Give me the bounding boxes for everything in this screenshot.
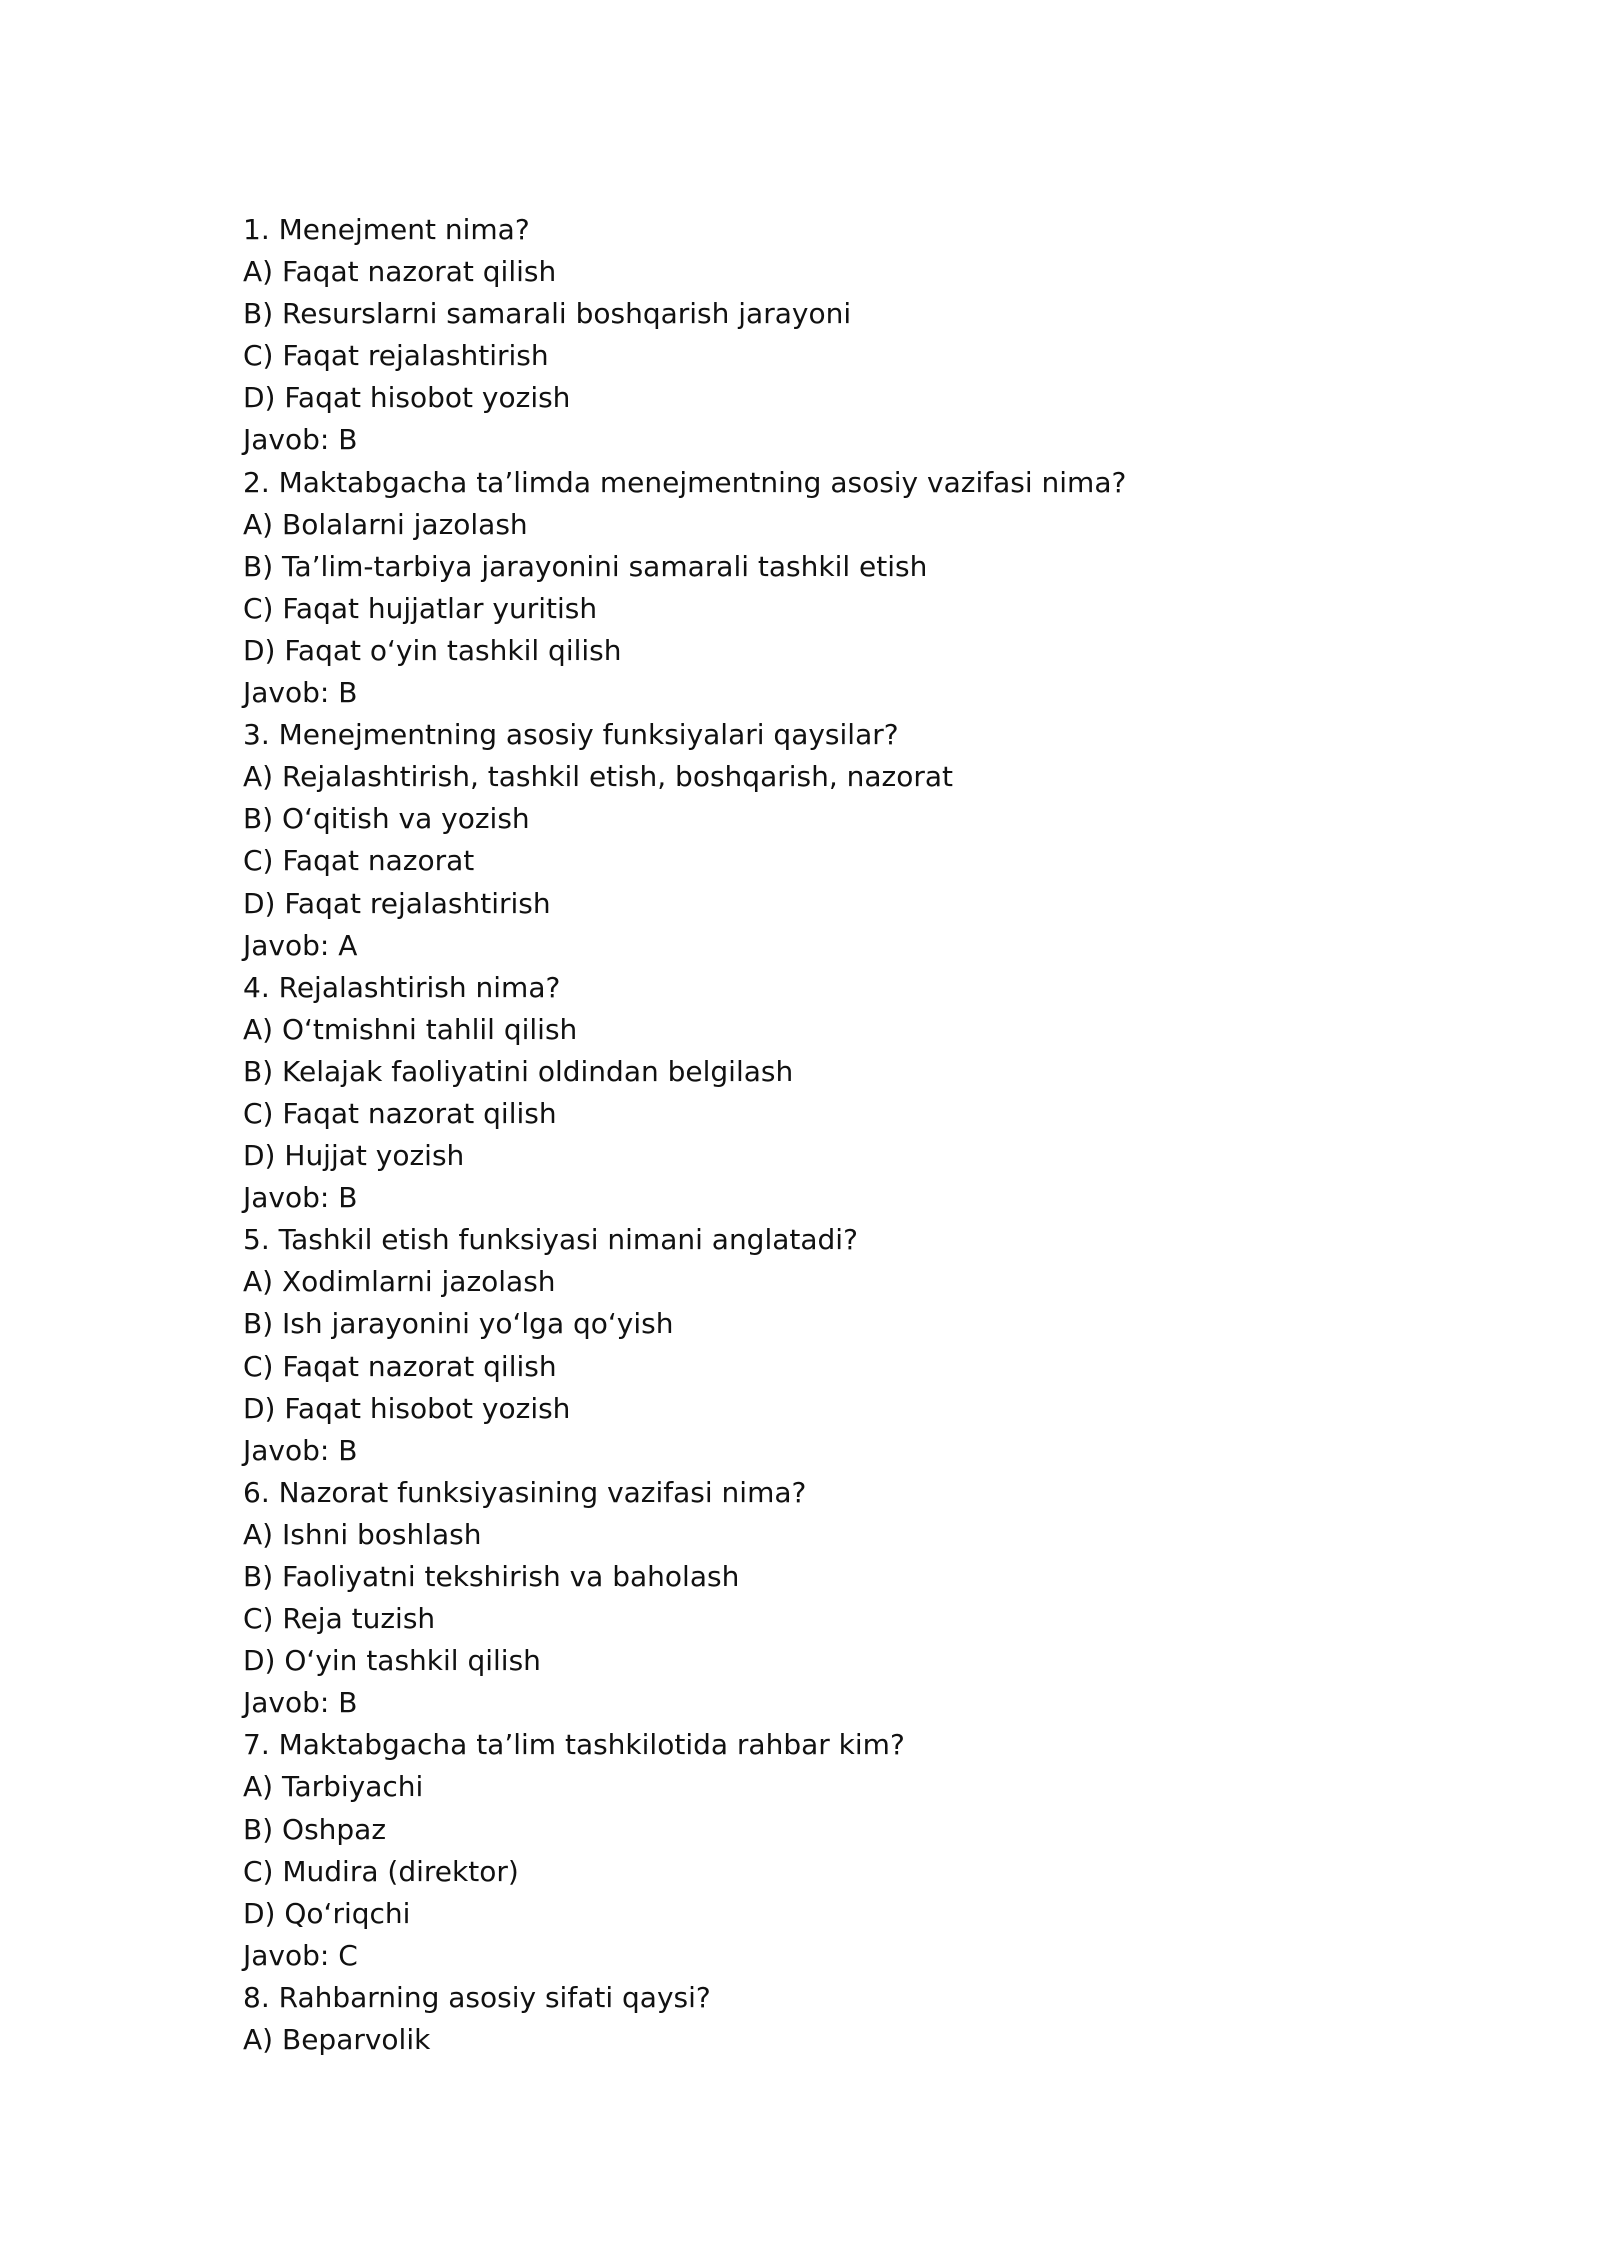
answer-option-c: C) Faqat nazorat qilish bbox=[243, 1349, 557, 1383]
answer-option-d: D) Hujjat yozish bbox=[243, 1139, 465, 1173]
correct-answer: Javob: C bbox=[243, 1938, 358, 1972]
answer-option-c: C) Faqat nazorat qilish bbox=[243, 1096, 557, 1130]
answer-option-d: D) O‘yin tashkil qilish bbox=[243, 1644, 541, 1678]
correct-answer: Javob: B bbox=[243, 1686, 358, 1720]
question-text: 2. Maktabgacha ta’limda menejmentning asosiy vazifasi nima? bbox=[243, 465, 1127, 499]
answer-option-a: A) Rejalashtirish, tashkil etish, boshqarish, nazorat bbox=[243, 760, 954, 794]
answer-option-a: A) Faqat nazorat qilish bbox=[243, 255, 557, 289]
answer-option-c: C) Reja tuzish bbox=[243, 1602, 436, 1636]
question-text: 3. Menejmentning asosiy funksiyalari qaysilar? bbox=[243, 718, 899, 752]
answer-option-d: D) Faqat hisobot yozish bbox=[243, 381, 571, 415]
answer-option-b: B) Oshpaz bbox=[243, 1812, 387, 1846]
answer-option-c: C) Mudira (direktor) bbox=[243, 1854, 519, 1888]
question-text: 6. Nazorat funksiyasining vazifasi nima? bbox=[243, 1475, 807, 1509]
answer-option-b: B) Faoliyatni tekshirish va baholash bbox=[243, 1560, 740, 1593]
question-block-4 bbox=[243, 967, 1443, 1220]
question-block-1 bbox=[243, 209, 1443, 462]
answer-option-a: A) O‘tmishni tahlil qilish bbox=[243, 1012, 578, 1046]
answer-option-c: C) Faqat nazorat bbox=[243, 844, 475, 878]
question-block-2 bbox=[243, 462, 1443, 715]
answer-option-a: A) Tarbiyachi bbox=[243, 1770, 424, 1804]
answer-option-d: D) Faqat o‘yin tashkil qilish bbox=[243, 633, 622, 667]
answer-option-b: B) Kelajak faoliyatini oldindan belgilash bbox=[243, 1054, 794, 1088]
correct-answer: Javob: B bbox=[243, 1433, 358, 1467]
question-text: 7. Maktabgacha ta’lim tashkilotida rahbar kim? bbox=[243, 1728, 905, 1762]
answer-option-b: B) Ta’lim-tarbiya jarayonini samarali tashkil etish bbox=[243, 549, 928, 583]
question-block-5 bbox=[243, 1219, 1443, 1472]
question-text: 4. Rejalashtirish nima? bbox=[243, 970, 561, 1004]
answer-option-b: B) O‘qitish va yozish bbox=[243, 802, 530, 836]
answer-option-c: C) Faqat rejalashtirish bbox=[243, 339, 549, 373]
question-text: 5. Tashkil etish funksiyasi nimani anglatadi? bbox=[243, 1223, 858, 1257]
answer-option-a: A) Ishni boshlash bbox=[243, 1517, 482, 1551]
correct-answer: Javob: B bbox=[243, 423, 358, 457]
question-block-3 bbox=[243, 714, 1443, 967]
question-block-7 bbox=[243, 1724, 1443, 1977]
quiz-content bbox=[243, 209, 1443, 2061]
question-text: 8. Rahbarning asosiy sifati qaysi? bbox=[243, 1980, 711, 2014]
correct-answer: Javob: B bbox=[243, 676, 358, 710]
answer-option-b: B) Ish jarayonini yo‘lga qo‘yish bbox=[243, 1307, 674, 1341]
answer-option-a: A) Xodimlarni jazolash bbox=[243, 1265, 556, 1299]
question-block-6 bbox=[243, 1472, 1443, 1725]
answer-option-d: D) Faqat hisobot yozish bbox=[243, 1391, 571, 1425]
question-block-8 bbox=[243, 1977, 1443, 2061]
answer-option-d: D) Faqat rejalashtirish bbox=[243, 886, 551, 920]
answer-option-c: C) Faqat hujjatlar yuritish bbox=[243, 591, 598, 625]
answer-option-d: D) Qo‘riqchi bbox=[243, 1896, 411, 1930]
answer-option-a: A) Bolalarni jazolash bbox=[243, 507, 528, 541]
correct-answer: Javob: B bbox=[243, 1181, 358, 1215]
answer-option-a: A) Beparvolik bbox=[243, 2023, 431, 2057]
answer-option-b: B) Resurslarni samarali boshqarish jarayoni bbox=[243, 297, 852, 331]
question-text: 1. Menejment nima? bbox=[243, 213, 530, 246]
correct-answer: Javob: A bbox=[243, 928, 358, 962]
